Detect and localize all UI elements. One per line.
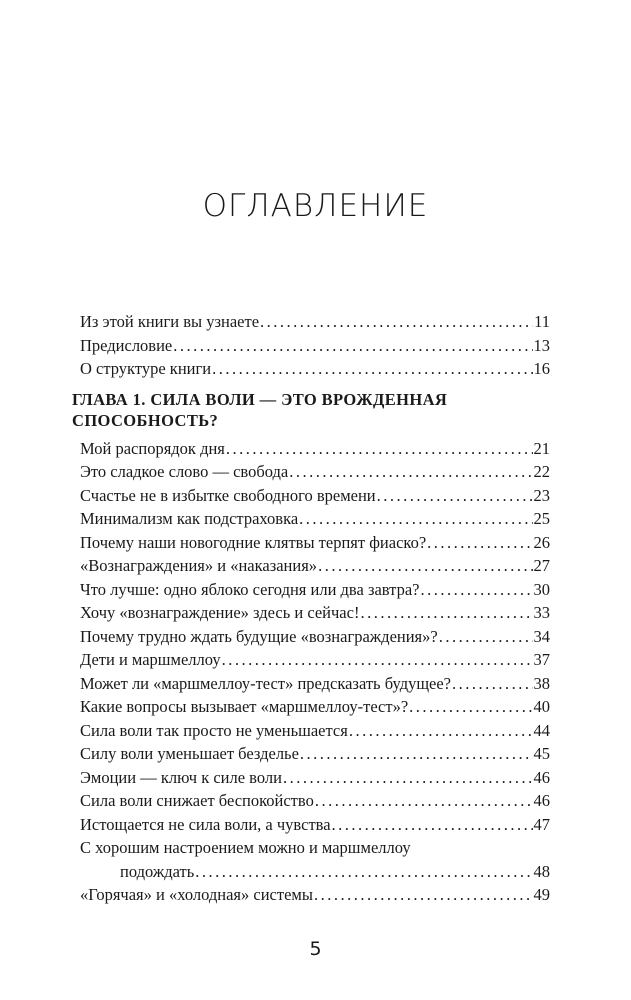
toc-entry-page: 40: [533, 697, 550, 716]
toc-entry-page: 27: [533, 556, 550, 575]
dot-leader: [427, 531, 532, 555]
dot-leader: [360, 601, 532, 625]
toc-entry-page: 38: [533, 673, 550, 693]
toc-entry[interactable]: [80, 334, 550, 358]
toc-entry[interactable]: [80, 601, 550, 625]
toc-entry-title: Мой распорядок дня: [80, 438, 225, 458]
toc-entry-title: Почему наши новогодние клятвы терпят фиаско?: [80, 532, 427, 552]
toc-entry-page: 22: [533, 462, 550, 481]
dot-leader: [409, 695, 532, 719]
toc-entry[interactable]: [80, 672, 550, 696]
toc-entry[interactable]: [80, 789, 550, 813]
dot-leader: [289, 460, 532, 484]
toc-entry[interactable]: [80, 531, 550, 555]
toc-entry-title: О структуре книги: [80, 359, 212, 378]
dot-leader: [349, 719, 533, 743]
toc-entry[interactable]: [80, 460, 550, 484]
table-of-contents: [72, 310, 550, 907]
toc-entry[interactable]: [80, 742, 550, 766]
toc-entry-title: Счастье не в избытке свободного времени: [80, 485, 376, 505]
toc-entry-page: 16: [533, 359, 550, 378]
toc-entry-wrapped[interactable]: [80, 836, 550, 883]
toc-entry-title: Из этой книги вы узнаете: [80, 312, 260, 331]
toc-entry-page: 45: [533, 744, 550, 763]
dot-leader: [283, 766, 533, 790]
toc-entry-title-line2: подождать: [120, 861, 195, 881]
dot-leader: [260, 310, 533, 334]
toc-entry-title: Может ли «маршмеллоу-тест» предсказать будущее?: [80, 673, 452, 693]
dot-leader: [452, 672, 532, 696]
toc-entry-page: 46: [533, 791, 550, 810]
dot-leader: [377, 484, 533, 508]
toc-entry-title: Какие вопросы вызывает «маршмеллоу-тест»?: [80, 697, 409, 716]
toc-entry-continuation: [80, 860, 550, 884]
toc-entry-title: Силу воли уменьшает безделье: [80, 744, 299, 763]
toc-entry-page: 11: [534, 312, 550, 331]
dot-leader: [318, 554, 532, 578]
toc-entry[interactable]: [80, 695, 550, 719]
toc-entry-title: Истощается не сила воли, а чувства: [80, 814, 331, 834]
toc-entry[interactable]: [80, 484, 550, 508]
toc-entry-title: Это сладкое слово — свобода: [80, 462, 289, 481]
toc-entry-page: 25: [533, 509, 550, 528]
toc-entry-page: 48: [533, 861, 550, 881]
page-title: ОГЛАВЛЕНИЕ: [202, 188, 429, 224]
toc-entry-page: 46: [533, 767, 550, 787]
toc-entry[interactable]: [80, 766, 550, 790]
dot-leader: [420, 578, 532, 602]
toc-entry-page: 13: [533, 335, 550, 355]
dot-leader: [212, 357, 532, 381]
dot-leader: [222, 648, 533, 672]
toc-entry[interactable]: [80, 554, 550, 578]
dot-leader: [195, 860, 532, 884]
toc-entry-title: Что лучше: одно яблоко сегодня или два завтра?: [80, 579, 420, 599]
toc-entry-page: 30: [533, 579, 550, 599]
toc-entry-title: «Вознаграждения» и «наказания»: [80, 556, 318, 575]
toc-entry[interactable]: [80, 507, 550, 531]
dot-leader: [299, 507, 532, 531]
toc-entry-title: Минимализм как подстраховка: [80, 509, 299, 528]
toc-entry-page: 47: [533, 814, 550, 834]
toc-entry-title: Предисловие: [80, 335, 173, 355]
toc-entry-page: 26: [533, 532, 550, 552]
toc-entry[interactable]: [80, 883, 550, 907]
toc-entry-title: Сила воли снижает беспокойство: [80, 791, 314, 810]
chapter-heading[interactable]: ГЛАВА 1. СИЛА ВОЛИ — ЭТО ВРОЖДЕННАЯ СПОСОБНОСТЬ?: [72, 389, 448, 430]
toc-entry-title: Хочу «вознаграждение» здесь и сейчас!: [80, 603, 360, 622]
toc-entry-page: 37: [533, 650, 550, 669]
toc-entry-page: 23: [533, 485, 550, 505]
toc-entry-page: 34: [533, 626, 550, 646]
toc-entry-title: Эмоции — ключ к силе воли: [80, 767, 282, 787]
dot-leader: [314, 883, 533, 907]
chapter-entries: [80, 437, 550, 837]
toc-entry-page: 21: [533, 438, 550, 458]
toc-entry-title: Дети и маршмеллоу: [80, 650, 221, 669]
dot-leader: [315, 789, 533, 813]
toc-entry[interactable]: [80, 310, 550, 334]
toc-entry-page: 33: [533, 603, 550, 622]
dot-leader: [439, 625, 533, 649]
toc-entry-title: Сила воли так просто не уменьшается: [80, 720, 348, 740]
dot-leader: [226, 437, 533, 461]
toc-entry[interactable]: [80, 813, 550, 837]
toc-entry-page: 49: [533, 885, 550, 904]
toc-entry-title: «Горячая» и «холодная» системы: [80, 885, 313, 904]
dot-leader: [332, 813, 533, 837]
toc-entry[interactable]: [80, 437, 550, 461]
toc-entry[interactable]: [80, 357, 550, 381]
page-number: 5: [309, 938, 322, 960]
dot-leader: [173, 334, 532, 358]
toc-entry-page: 44: [533, 720, 550, 740]
toc-entry-title: Почему трудно ждать будущие «вознаграждения»?: [80, 626, 438, 646]
toc-entry[interactable]: [80, 625, 550, 649]
toc-entry-title-line1: С хорошим настроением можно и маршмеллоу: [80, 838, 411, 857]
toc-entry[interactable]: [80, 578, 550, 602]
toc-entry[interactable]: [80, 648, 550, 672]
dot-leader: [300, 742, 533, 766]
toc-entry[interactable]: [80, 719, 550, 743]
